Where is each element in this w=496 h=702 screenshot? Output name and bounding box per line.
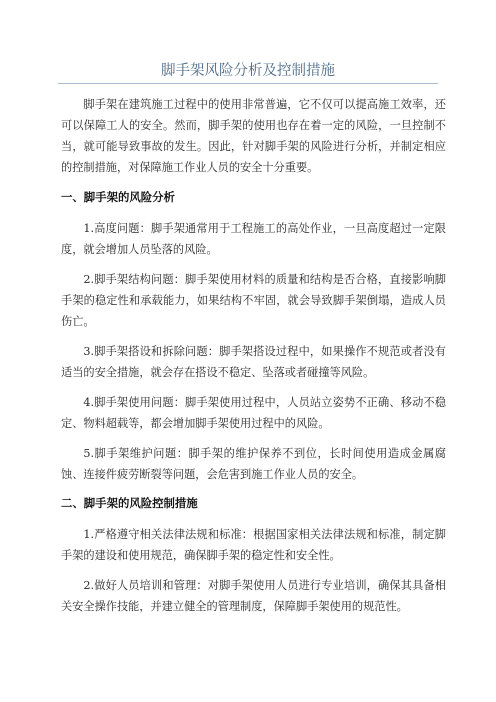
title-divider bbox=[58, 83, 438, 84]
paragraph: 3.脚手架搭设和拆除问题：脚手架搭设过程中，如果操作不规范或者没有适当的安全措施，就会存在搭设不稳定、坠落或者碰撞等风险。 bbox=[61, 345, 446, 379]
paragraph: 2.做好人员培训和管理：对脚手架使用人员进行专业培训，确保其具备相关安全操作技能，并建立健全的管理制度，保障脚手架使用的规范性。 bbox=[61, 579, 446, 613]
section-heading: 一、脚手架的风险分析 bbox=[61, 190, 175, 204]
paragraph: 1.高度问题：脚手架通常用于工程施工的高处作业，一旦高度超过一定限度，就会增加人员坠落的风险。 bbox=[61, 222, 446, 256]
document-body bbox=[61, 94, 446, 626]
section-heading: 二、脚手架的风险控制措施 bbox=[61, 496, 198, 510]
document-title: 脚手架风险分析及控制措施 bbox=[161, 63, 335, 79]
paragraph: 2.脚手架结构问题：脚手架使用材料的质量和结构是否合格，直接影响脚手架的稳定性和承载能力，如果结构不牢固，就会导致脚手架倒塌，造成人员伤亡。 bbox=[61, 273, 446, 328]
paragraph: 4.脚手架使用问题：脚手架使用过程中，人员站立姿势不正确、移动不稳定、物料超载等，都会增加脚手架使用过程中的风险。 bbox=[61, 396, 446, 430]
intro-paragraph: 脚手架在建筑施工过程中的使用非常普遍，它不仅可以提高施工效率，还可以保障工人的安全。然而，脚手架的使用也存在着一定的风险，一旦控制不当，就可能导致事故的发生。因此，针对脚手架的风险进行分析，并制定相应的控制措施，对保障施工作业人员的安全十分重要。 bbox=[61, 98, 446, 174]
paragraph: 5.脚手架维护问题：脚手架的维护保养不到位，长时间使用造成金属腐蚀、连接件疲劳断裂等问题，会危害到施工作业人员的安全。 bbox=[61, 447, 446, 481]
section-risk-analysis bbox=[61, 188, 446, 485]
section-risk-control bbox=[61, 494, 446, 617]
paragraph: 1.严格遵守相关法律法规和标准：根据国家相关法律法规和标准，制定脚手架的建设和使用规范，确保脚手架的稳定性和安全性。 bbox=[61, 528, 446, 562]
